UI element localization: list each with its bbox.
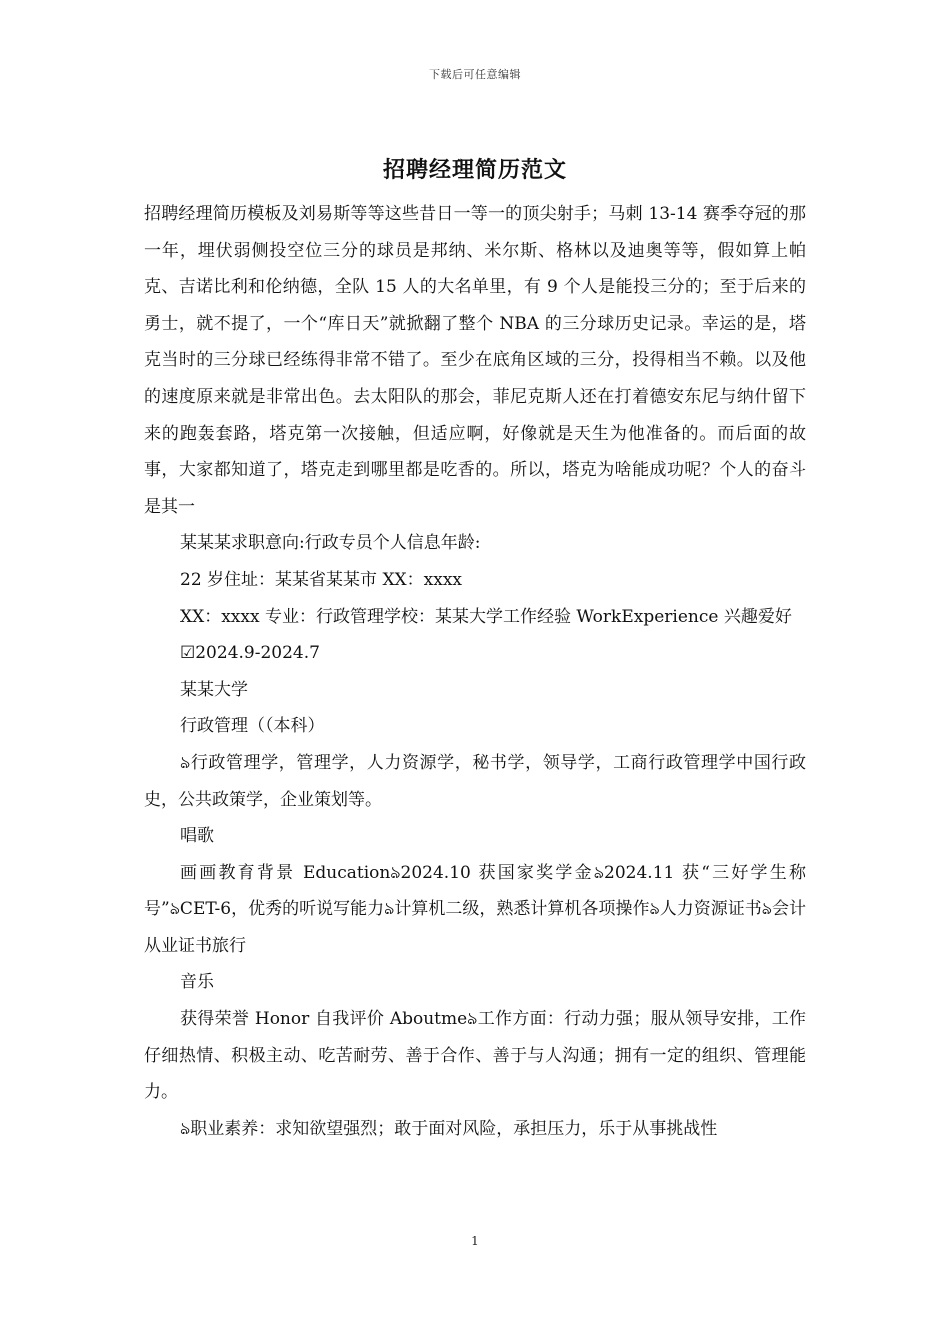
- header-note: 下载后可任意编辑: [429, 68, 521, 81]
- page-number: 1: [471, 1234, 479, 1248]
- paragraph-education-awards: 画画教育背景 Educationঌ2024.10 获国家奖学金ঌ2024.11 获“三好学生称号”ঌCET-6，优秀的听说写能力ঌ计算机二级，熟悉计算机各项操作ঌ人力资源证书ঌ会计从业证书旅行: [144, 862, 806, 956]
- paragraph-job-intent: 某某某求职意向:行政专员个人信息年龄:: [180, 533, 481, 554]
- paragraph-professionalism: ঌ职业素养：求知欲望强烈；敢于面对风险，承担压力，乐于从事挑战性: [180, 1118, 718, 1139]
- paragraph-degree: 行政管理（（本科）: [180, 716, 325, 737]
- document-title: 招聘经理简历范文: [382, 157, 567, 183]
- paragraph-university: 某某大学: [180, 679, 248, 700]
- paragraph-age-address: 22 岁住址：某某省某某市 XX：xxxx: [180, 569, 462, 590]
- paragraph-major-school: XX：xxxx 专业：行政管理学校：某某大学工作经验 WorkExperience 兴趣爱好: [180, 606, 792, 627]
- paragraph-hobby-music: 音乐: [180, 972, 214, 993]
- paragraph-self-evaluation: 获得荣誉 Honor 自我评价 Aboutmeঌ工作方面：行动力强；服从领导安排，工作仔细热情、积极主动、吃苦耐劳、善于合作、善于与人沟通；拥有一定的组织、管理能力。: [144, 1009, 806, 1103]
- paragraph-date-range: ☑2024.9-2024.7: [180, 643, 320, 664]
- paragraph-hobby-singing: 唱歌: [180, 826, 214, 847]
- paragraph-courses: ঌ行政管理学，管理学，人力资源学，秘书学，领导学，工商行政管理学中国行政史，公共政策学，企业策划等。: [144, 752, 806, 810]
- paragraph-intro: 招聘经理简历模板及刘易斯等等这些昔日一等一的顶尖射手；马刺 13-14 赛季夺冠的那一年，埋伏弱侧投空位三分的球员是邦纳、米尔斯、格林以及迪奥等等，假如算上帕克、吉诺比利和伦纳德，全队 15 人的大名单里，有 9 个人是能投三分的；至于后来的勇士，就不提了，一个“库日天”就掀翻了整个 NBA 的三分球历史记录。幸运的是，塔克当时的三分球已经练得非常不错了。至少在底角区域的三分，投得相当不赖。以及他的速度原来就是非常出色。去太阳队的那会，菲尼克斯人还在打着德安东尼与纳什留下来的跑轰套路，塔克第一次接触，但适应啊，好像就是天生为他准备的。而后面的故事，大家都知道了，塔克走到哪里都是吃香的。所以，塔克为啥能成功呢？个人的奋斗是其一: [144, 204, 806, 517]
- document-body: [144, 196, 806, 1147]
